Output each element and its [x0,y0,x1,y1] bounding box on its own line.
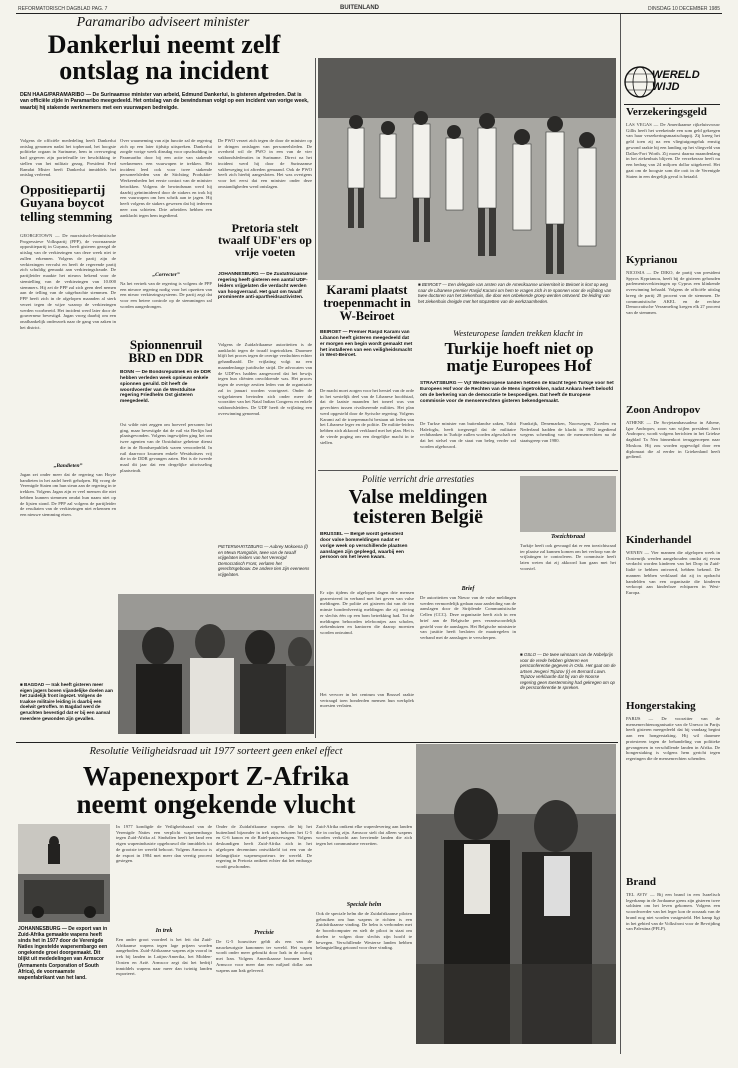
wereld-item-2-head: Zoon Andropov [626,404,701,416]
spionnen-headline: Spionnenruil BRD en DDR [128,337,204,366]
turkije-kicker: Westeuropese landen trekken klacht in [453,328,583,338]
wapen-body-5: Zuid-Afrika ontkent elke wapenlevering aan landen die in oorlog zijn. Armscor stelt dat alleen wapens worden verkocht aan bevriende landen die zich tegen het communisme verzetten. [316,824,412,847]
guyana-body-2: Na het vertrek van de regering is volgens de PPP een nieuwe regering nodig voor het opzetten van een nieuw verkiezingssysteem. De partij zegt dat voor een betere controle op de stemmingen zal worden aangedrongen. [120,281,212,309]
belgie-intertitle-toezichtsraad: Toezichtsraad [550,534,586,540]
wereld-item-3-text: WENEN — Vier mannen die afgelopen week in Oostenrijk werden aangehouden omdat zij ervan verdacht worden kinderen van het Dorp in Zuid-Italië te hebben ontvoerd, hebben bekend. De mannen hebben verklaard dat zij in opdracht handelden van een organisatie die kinderen verkoopt aan kinderloze echtparen in West-Europa. [626,550,720,596]
turkije-body-1: De Turkse minister van buitenlandse zaken, Vahit Halefoglu, heeft toegezegd dat de militaire rechtbanken in Turkije zullen worden afgeschaft en dat het stelsel van de staat van beleg verder zal worden afgebouwd. [420,421,516,449]
wereld-item-4-head: Hongerstaking [626,700,696,712]
guyana-body-3: Jagan zei onder meer dat de regering van Hoyte bandieten in het zadel heeft geholpen. Hij vroeg de Verenigde Staten om hun steun aan de regering in te trekken. Volgens Jagan zijn er veel mensen die niet hebben kunnen stemmen omdat hun naam niet op de lijsten stond. De PPP zal volgens de partijleider de resultaten van de verkiezingen niet erkennen en een nieuwe stemming eisen. [20,472,116,518]
wapen-intertitle-precisie: Precisie [254,930,274,936]
turkije-body-2: Frankrijk, Denemarken, Noorwegen, Zweden en Nederland hadden de klacht in 1982 ingediend wegens schending van de mensenrechten na de staatsgreep van 1980. [520,421,616,444]
wereld-item-1-head: Kyprianou [626,254,678,266]
beirut-caption: ■ BEIROET — Een delegatie van arsten van de Amerikaanse universiteit in Beiroet is kort op weg naar de Libanese premier Rasjid Karami om hem te vragen zich in te spannen voor de vrijlating van twee doctoren van het ziekenhuis, die door een onbekende groep werden ontvoerd. De leiding van het ziekenhuis dreigde met het stopzetten van de werkzaamheden. [418,282,612,304]
karami-headline: Karami plaatst troepenmacht in W-Beiroet [323,283,411,323]
belgie-headline-1: Valse meldingen [348,486,488,508]
wereld-wijd-title: WERELD WIJD [652,69,700,93]
belgie-headline-2: teisteren België [352,506,484,528]
masthead-section: BUITENLAND [340,5,379,11]
wereld-item-2-text: ATHENE — De Sovjetambassadeur in Athene, Igor Andropov, zoon van wijlen president Joeri Andropov, wordt volgens berichten in het Griekse dagblad Ta Nea binnenkort teruggeroepen naar Moskou. Hij zou worden opgevolgd door een diplomaat die al eerder in Griekenland heeft gediend. [626,420,720,460]
pretoria-body: Volgens de Zuidafrikaanse autoriteiten is de aanklacht tegen de twaalf ingetrokken. Daarmee blijft het proces tegen de overige verdachten echter gehandhaafd. De vrijlating volgt na een maandenlange juridische strijd. De advocaten van de UDF'ers hadden aangevoerd dat het bewijs tegen hun cliënten onvoldoende was. Het proces tegen de overige zestien leden van de organisatie zal in januari worden voortgezet. Onder de vrijgelatenen bevinden zich onder meer de voorzitter van het Natal Indian Congress en enkele vakbondsleiders. De UDF heeft de vrijlating een overwinning genoemd. [218,342,312,416]
dankerlui-kicker: Paramaribo adviseert minister [76,15,250,30]
turkije-photo [520,476,616,532]
wapen-kicker: Resolutie Veiligheidsraad uit 1977 sorteert geen enkel effect [89,746,343,757]
beirut-delegation-photo [318,58,616,280]
belgie-kicker: Politie verricht drie arrestaties [362,474,474,484]
wapen-intertitle-in-trek: In trek [155,928,173,934]
masthead-date: DINSDAG 10 DECEMBER 1985 [648,6,720,12]
wereld-item-3-head: Kinderhandel [626,534,692,546]
armscor-photo [18,824,110,922]
wapen-body-4: De G-5 houwitser geldt als een van de nauwkeurigste kanonnen ter wereld. Het wapen wordt onder meer gebruikt door Irak in de oorlog met Iran. Volgens Amerikaanse bronnen heeft Armscor voor meer dan een miljard dollar aan wapens aan Irak geleverd. [216,939,312,973]
wapen-body-6: Ook de speciale helm die de Zuidafrikaanse piloten gebruiken om hun wapens te richten is een Zuidafrikaanse vinding. De helm is verbonden met de boordcomputer en stelt de piloot in staat om doelen te volgen door slechts zijn hoofd te bewegen. Verschillende Westerse landen hebben belangstelling getoond voor deze vinding. [316,911,412,951]
belgie-lead: BRUSSEL — België wordt geteisterd door valse bommeldingen nadat er vorige week op verschillende plaatsen aanslagen zijn gepleegd, waarbij een persoon om het leven kwam. [320,532,408,561]
dankerlui-body-1: Volgens de officiële mededeling heeft Dankerlui ontslag genomen nadat het topberaad, het hoogste politieke orgaan in Suriname, hem in overweging had gegeven zijn portefeuille ter beschikking te stellen van het militair gezag. President Fred Ramdat Misier heeft Dankerlui inmiddels het ontslag verleend. [20,138,116,178]
wapen-intertitle-speciale-helm: Speciale helm [346,902,382,908]
nobel-laureates-photo [416,744,616,1044]
karami-body: De macht moet zorgen voor het herstel van de orde in het westelijk deel van de Libanese hoofdstad, dat de laatste maanden het toneel was van gevechten tussen rivaliserende milities. Het plan werd opgesteld door de Syrische regering. Volgens Karami zal de troepenmacht bestaan uit leden van het Libanese leger en de politie. De militie-leiders hebben zich akkoord verklaard met het plan. Het is de vierde poging om een dergelijke macht in te stellen. [320,388,414,445]
belgie-body-1: Er zijn tijdens de afgelopen dagen drie mensen gearresteerd in verband met het geven van valse meldingen. De politie zei gisteren dat van de ten minste honderdveertig meldingen die zij ontving er slechts één op een bom betrekking had. Tot de meldingen behoorden telefoontjes aan scholen, ziekenhuizen en kantoren die daarop moesten worden ontruimd. [320,590,414,636]
karami-lead: BEIROET — Premier Rasjid Karami van Libanon heeft gisteren meegedeeld dat er morgen een begin wordt gemaakt met het installeren van een veiligheidsmacht in West-Beiroet. [320,330,413,359]
guyana-intertitle-bandieten: „Bandieten” [53,463,83,469]
wapen-headline-1: Wapenexport Z-Afrika [82,761,350,791]
bagdad-brief: ■ BAGDAD — Irak heeft gisteren meer eigen jagers boven vijandelijke doelen aan het zuidelijk front ingezet. Volgens de Iraakse militaire leiding is daarbij een doelwit getroffen. In Bagdad werd de geruchten bevestigd dat er bij een aanval meerdere gewonden zijn gevallen. [20,682,113,721]
dankerlui-body-2: Over waarneming van zijn functie zal de regering zich op een later tijdstip uitspreken. Dankerlui zorgde vorige week dinsdag voor opschudding in Paramaribo door bij een actie van stakende werknemers een vuurwapen te trekken. Het incident leed ook voor twee stakende personeelsleden van de Stichting Produktie-Werkeenheden het eerste contact van de minister betrokken. Volgens de bewindsman werd hij daarbij geïntimideerd door de stakers en trok hij een vuurwapen om hen schrik aan te jagen. Hij heeft volgens de stakers gewezen dat hij iedereen neer zou schieten. Drie arbeiders hebben een aanklacht tegen hem ingediend. [120,138,212,218]
dankerlui-headline-1: Dankerlui neemt zelf [47,30,281,59]
spionnen-lead: BONN — De Bondsrepubliek en de DDR hebben verleden week opnieuw enkele spionnen geruild. Dit heeft de woordvoerder van de Westduitse regering Friedhelm Ost gisteren meegedeeld. [120,370,211,405]
dankerlui-lead: DEN HAAG/PARAMARIBO — De Surinaamse minister van arbeid, Edmund Dankerlui, is gisteren afgetreden. Dat is van officiële zijde in Paramaribo meegedeeld. Het ontslag van de bewindsman volgt op een incident van vorige week, waarbij hij stakende werknemers met een vuurwapen bedreigde. [20,92,309,111]
wereld-item-4-text: PARIJS — De voorzitter van de mensenrechtenorganisatie van de Unesco in Parijs heeft gisteren meegedeeld dat hij vandaag begint aan een hongerstaking. Hij wil daarmee protesteren tegen de behandeling van politieke gevangenen in verschillende landen in Afrika. De hongerstaking is volgens hem gericht tegen regeringen die de mensenrechten schenden. [626,716,720,762]
belgie-intertitle-brief: Brief [461,586,475,592]
masthead-left: REFORMATORISCH DAGBLAD PAG. 7 [18,6,108,12]
wereld-item-5-text: TEL AVIV — Bij een brand in een Israelisch legerkamp in de Jordaanse grens zijn gisteren twee soldaten om het leven gekomen. Volgens een woordvoerder van het leger kon de oorzaak van de brand nog niet worden vastgesteld. Het kamp ligt in het gebied van de Volksfront voor de Bevrijding van Palestina (PFLP). [626,892,720,932]
wapen-body-3: Onder de Zuidafrikaanse wapens die bij het buitenland bijzonder in trek zijn, behoren het G-5 en G-6 kanon en de Ratel-pantserwagen. Volgens deskundigen heeft Zuid-Afrika zich in het afgelopen decennium ontwikkeld tot een van de belangrijkste wapenexporteurs ter wereld. De regering in Pretoria ontkent echter dat het embargo wordt geschonden. [216,824,312,870]
guyana-body: GEORGETOWN — De marxistisch-leninistische Progressieve Volkspartij (PPP), de voornaamste oppositiepartij in Guyana, heeft gisteren gezegd de uitslag van de verkiezingen van deze week niet te zullen erkennen. Volgens de partij zijn de verkiezingen vervalst en heeft de regerende partij zich schuldig gemaakt aan verkiezingsfraude. De partijleider maakte het nieuws bekend voor de stemtelling van de verkiezingen van 10.000 stemmers. Hij zei de PPP zal zich geen deel nemen aan de telling van de uitgebrachte stemmen. De PPP heeft zich in de afgelopen maanden al sterk verzet tegen de wijze waarop de verkiezingen werden voorbereid. Het incident werd later door de gouverneur bevestigd. Jagan vroeg daarbij om een onafhankelijk onderzoek naar de gang van zaken in het district. [20,233,116,330]
wapen-headline-2: neemt ongekende vlucht [76,789,356,819]
dankerlui-headline-2: ontslag na incident [59,56,269,85]
wereld-item-1-text: NICOSIA — De DIKO, de partij van president Spyros Kyprianou, heeft bij de gisteren gehouden parlementsverkiezingen op Cyprus een klinkende overwinning behaald. Volgens de officiële uitslag kreeg de partij 28 procent van de stemmen. De communistische AKEL en de rechtse Democratische Verzameling kregen elk 27 procent van de stemmen. [626,270,720,316]
guyana-headline: Oppositiepartij Guyana boycot telling stemming [20,182,113,224]
wereld-item-5-head: Brand [626,876,656,888]
wereld-item-0-head: Verzekeringsgeld [626,106,707,118]
belgie-body-4: Turkije heeft ook gevraagd dat er een toezichtsraad ter plaatse zal kunnen komen om het verloop van de vrijlatingen te controleren. De commissie heeft laten weten dat zij akkoord kan gaan met het voorstel. [520,543,616,571]
guyana-intertitle-correcter: „Correcter” [152,272,180,278]
oslo-caption: ■ OSLO — De twee winnaars van de Nobelprijs voor de vrede hebben gisteren een persconferentie gegeven in Oslo. Het gaat om de artsen Jevgeni Tsjazov (r) en Bernard Lown. Tsjazov verklaarde dat hij van de Noorse regering geen toestemming had gekregen om op de persconferentie te spreken. [520,652,616,690]
wapen-body-2: Een ander groot voordeel is het feit dat Zuid-Afrikaanse wapens tegen lage prijzen worden aangeboden. Zuid-Afrikaanse wapens zijn vooral in trek bij landen in Latijns-Amerika, het Midden-Oosten en Azië. Armscor zegt dat het bedrijf inmiddels wapens naar meer dan twintig landen exporteert. [116,937,212,977]
pretoria-lead: JOHANNESBURG — De Zuidafrikaanse regering heeft gisteren een aantal UDF-leiders vrijgelaten die verdacht werden van hoogverraad. Het gaat om twaalf prominente anti-apartheidsactivisten. [218,272,308,301]
wapen-body-1: In 1977 kondigde de Veiligheidsraad van de Verenigde Naties een verplicht wapenembargo tegen Zuid-Afrika af. Sindsdien heeft het land een eigen wapenindustrie opgebouwd die inmiddels tot de grootste ter wereld behoort. Volgens Armscor is de export in 1984 met meer dan veertig procent gestegen. [116,824,212,864]
dankerlui-body-3: De PWO verzet zich tegen de door de minister op te dringen ontslagen van personeelsleden. De overheid wil de PWO in een van de vier vakbondsfederaties in Suriname. Direct na het incident werd hij door de Surinaamse vakbeweging tot aftreden gemaand. Ook de PWO heeft zich hierbij aangesloten. Het was overigens voor het eerst dat een minister onder deze omstandigheden werd ontslagen. [218,138,312,189]
turkije-headline: Turkije hoeft niet op matje Europees Hof [444,339,594,376]
turkije-lead: STRAATSBURG — Vijf Westeuropese landen hebben de klacht tegen Turkije voor het Europees Hof voor de Rechten van de Mens ingetrokken, nadat Ankara heeft beloofd om de berkering van de democratie te bespoedigen. Dat heeft de Europese commissie voor de mensenrechten gisteren bekendgemaakt. [420,381,614,404]
spionnen-body: Ost wilde niet zeggen om hoeveel personen het ging, maar bevestigde dat de ruil via Berlijn had plaatsgevonden. Volgens ingewijden ging het om twee agenten van de Oostduitse geheime dienst die in de Bondsrepubliek waren veroordeeld. In ruil daarvoor kwamen enkele Westduitsers vrij die in de DDR gevangen zaten. Het is de tweede maal dit jaar dat een dergelijke uitwisseling plaatsvindt. [120,422,212,473]
wapen-lead: JOHANNESBURG — De export van in Zuid-Afrika gemaakte wapens heeft sinds het in 1977 door de Verenigde Naties ingestelde wapenembargo een ongekende groei doorgemaakt. Dit blijkt uit mededelingen van Armscor (Armaments Corporation of South Africa), de voornaamste wapenfabrikant van het land. [18,926,108,981]
wereld-item-0-text: LAS VEGAS — De Amerikaanse rijkeluisvrouw Gillis heeft het weekeinde een som geld gekregen van haar verzekeringsmaatschappij. Zij kreeg het geld toen zij na een vliegtuigongeluk ernstig gewond raakte bij een landing op het vliegveld van Dallas-Fort Worth. Zij moest daarna maandenlang in het ziekenhuis blijven. De verzekeraar heeft nu een bedrag van 24 miljoen dollar uitgekeerd. Het gaat om de hoogste som die ooit in de Verenigde Staten in een dergelijk geval is betaald. [626,122,720,179]
belgie-body-2: Het vervoer in het centrum van Brussel raakte vertraagd toen honderden mensen hun werkplek moesten verlaten. [320,692,414,709]
belgie-body-3: De autoriteiten van Nieuw van de valse meldingen werden vermoedelijk gedaan naar aanleiding van de aanslagen door de Strijdende Communistische Cellen (CCC). Deze organisatie heeft zich in een brief aan de Belgische pers verantwoordelijk gesteld voor de aanslagen. Het Belgische ministerie van justitie heeft besloten de maatregelen in verband met de aanslagen te verscherpen. [420,595,516,641]
pretoria-headline: Pretoria stelt twaalf UDF'ers op vrije voeten [218,221,312,260]
pietermaritzburg-caption: PIETERMARITZBURG — Aubrey Mokoena (l) en Mewa Ramgobin, twee van de twaalf vrijgelaten leiders van het Verenigd Democratisch Front, verlaten het gerechtsgebouw. De andere tien zijn eveneens vrijgelaten. [218,544,310,577]
udf-leaders-photo [118,594,314,734]
